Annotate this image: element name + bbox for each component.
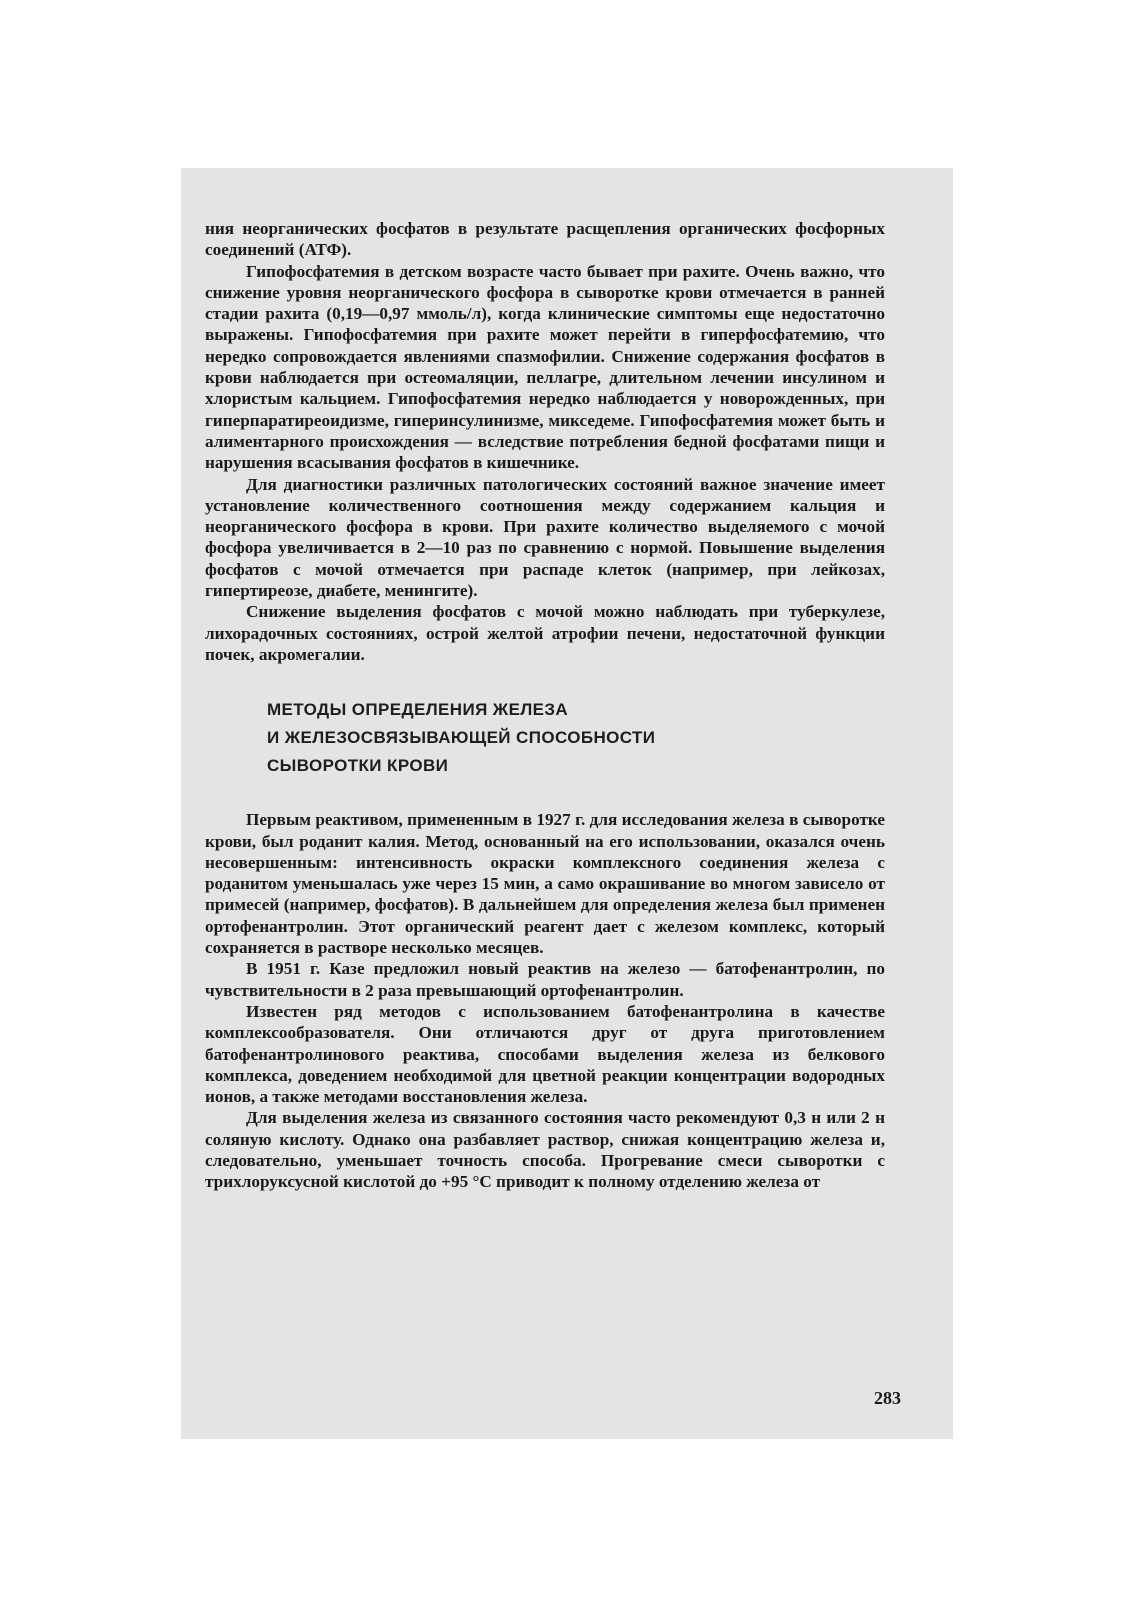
page-number: 283 bbox=[874, 1388, 901, 1408]
paragraph-diagnostics: Для диагностики различных патологических состояний важное значение имеет установление количественного соотношения между содержанием кальция и неорганического фосфора в крови. При рахите количество выделяемого с мочой фосфора увеличивается в 2—10 раз по сравнению с нормой. Повышение выделения фосфатов с мочой отмечается при распаде клеток (например, при лейкозах, гипертиреозе, диабете, менингите). bbox=[205, 474, 885, 601]
scanned-page bbox=[181, 168, 953, 1439]
paragraph-hypophosphatemia: Гипофосфатемия в детском возрасте часто бывает при рахите. Очень важно, что снижение уровня неорганического фосфора в сыворотке крови отмечается в ранней стадии рахита (0,19—0,97 ммоль/л), когда клинические симптомы еще недостаточно выражены. Гипофосфатемия при рахите может перейти в гиперфосфатемию, что нередко сопровождается явлениями спазмофилии. Снижение содержания фосфатов в крови наблюдается при остеомаляции, пеллагре, длительном лечении инсулином и хлористым кальцием. Гипофосфатемия нередко наблюдается у новорожденных, при гиперпаратиреоидизме, гиперинсулинизме, микседеме. Гипофосфатемия может быть и алиментарного происхождения — вследствие потребления бедной фосфатами пищи и нарушения всасывания фосфатов в кишечнике. bbox=[205, 261, 885, 473]
heading-line-3: СЫВОРОТКИ КРОВИ bbox=[267, 756, 449, 776]
heading-line-2: И ЖЕЛЕЗОСВЯЗЫВАЮЩЕЙ СПОСОБНОСТИ bbox=[267, 728, 656, 748]
heading-line-1: МЕТОДЫ ОПРЕДЕЛЕНИЯ ЖЕЛЕЗА bbox=[267, 700, 569, 720]
paragraph-methods: Известен ряд методов с использованием батофенантролина в качестве комплексообразователя. Они отличаются друг от друга приготовлением батофенантролинового реактива, способами выделения железа из белкового комплекса, доведением необходимой для цветной реакции концентрации водородных ионов, а также методами восстановления железа. bbox=[205, 1001, 885, 1107]
paragraph-iron-release: Для выделения железа из связанного состояния часто рекомендуют 0,3 н или 2 н соляную кислоту. Однако она разбавляет раствор, снижая концентрацию железа и, следовательно, уменьшает точность способа. Прогревание смеси сыворотки с трихлоруксусной кислотой до +95 °С приводит к полному отделению железа от bbox=[205, 1108, 885, 1192]
paragraph-rhodanide: Первым реактивом, примененным в 1927 г. для исследования железа в сыворотке крови, был роданит калия. Метод, основанный на его использовании, оказался очень несовершенным: интенсивность окраски комплексного соединения железа с роданитом уменьшалась уже через 15 мин, а само окрашивание во многом зависело от примесей (например, фосфатов). В дальнейшем для определения железа был применен ортофенантролин. Этот органический реагент дает с железом комплекс, который сохраняется в растворе несколько месяцев. bbox=[205, 810, 885, 958]
page-body bbox=[205, 218, 885, 1193]
section-heading bbox=[267, 696, 885, 780]
paragraph-bathophenanthroline: В 1951 г. Казе предложил новый реактив на железо — батофенантролин, по чувствительности в 2 раза превышающий ортофенантролин. bbox=[205, 959, 885, 1000]
paragraph-excretion-decrease: Снижение выделения фосфатов с мочой можно наблюдать при туберкулезе, лихорадочных состояниях, острой желтой атрофии печени, недостаточной функции почек, акромегалии. bbox=[205, 602, 885, 664]
paragraph-continued: ния неорганических фосфатов в результате расщепления органических фосфорных соединений (АТФ). bbox=[205, 219, 885, 260]
